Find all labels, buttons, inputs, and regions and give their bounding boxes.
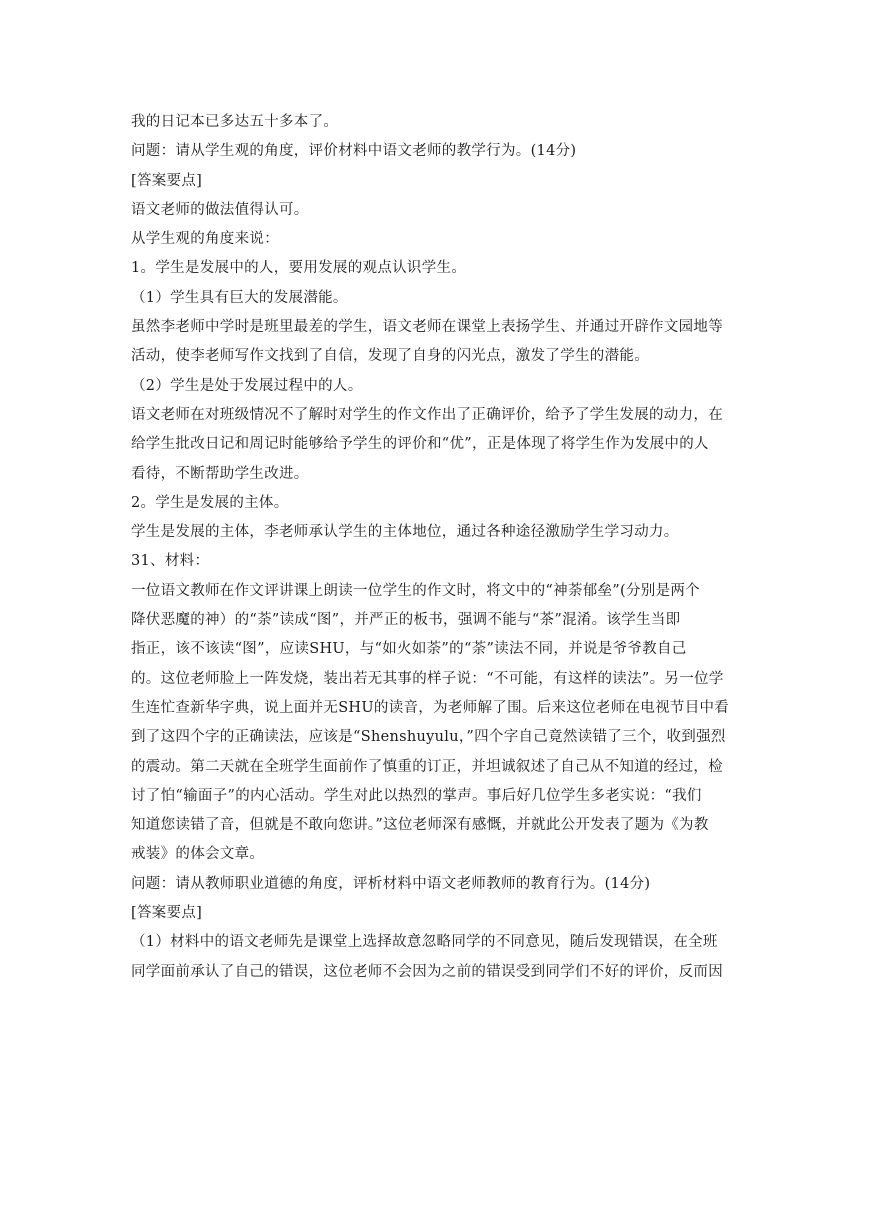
- text-line: 2。学生是发展的主体。: [131, 494, 289, 511]
- document-page: [131, 108, 739, 987]
- text-line: 我的日记本已多达五十多本了。: [131, 114, 339, 130]
- text-line: 戒装》的体会文章。: [131, 846, 265, 863]
- text-line: 问题：请从教师职业道德的角度，评析材料中语文老师教师的教育行为。(14分): [131, 875, 651, 892]
- text-line: 学生是发展的主体，李老师承认学生的主体地位，通过各种途径激励学生学习动力。: [131, 524, 679, 541]
- text-line: （1）材料中的语文老师先是课堂上选择故意忽略同学的不同意见，随后发现错误，在全班: [131, 934, 718, 951]
- text-line: 讨了怕“输面子”的内心活动。学生对此以热烈的掌声。事后好几位学生多老实说：“我们: [131, 787, 702, 804]
- text-line: 降伏恶魔的神）的“荼”读成“图”，并严正的板书，强调不能与“茶”混淆。该学生当即: [131, 612, 681, 629]
- text-line: 同学面前承认了自己的错误，这位老师不会因为之前的错误受到同学们不好的评价，反而因: [131, 963, 723, 980]
- text-line: 生连忙查新华字典，说上面并无SHU的读音，为老师解了围。后来这位老师在电视节目中看: [131, 699, 730, 716]
- text-line: 1。学生是发展中的人，要用发展的观点认识学生。: [131, 260, 467, 277]
- text-line: 的震动。第二天就在全班学生面前作了慎重的订正，并坦诚叙述了自己从不知道的经过，检: [131, 758, 723, 775]
- text-line: 31、材料：: [131, 553, 210, 570]
- text-line: 给学生批改日记和周记时能够给予学生的评价和“优”，正是体现了将学生作为发展中的人: [131, 436, 709, 453]
- text-line: 看待，不断帮助学生改进。: [131, 465, 309, 482]
- text-line: 语文老师的做法值得认可。: [131, 201, 309, 218]
- text-line: （2）学生是处于发展过程中的人。: [131, 377, 363, 394]
- text-line: 虽然李老师中学时是班里最差的学生，语文老师在课堂上表扬学生、并通过开辟作文园地等: [131, 319, 723, 336]
- text-line: 知道您读错了音，但就是不敢向您讲。”这位老师深有感慨，并就此公开发表了题为《为教: [131, 817, 709, 834]
- text-line: 一位语文教师在作文评讲课上朗读一位学生的作文时，将文中的“神荼郁垒”(分别是两个: [131, 582, 700, 599]
- text-line: （1）学生具有巨大的发展潜能。: [131, 289, 348, 306]
- text-line: 语文老师在对班级情况不了解时对学生的作文作出了正确评价，给予了学生发展的动力，在: [131, 406, 723, 423]
- text-line: 的。这位老师脸上一阵发烧，装出若无其事的样子说：“不可能，有这样的读法”。另一位学: [131, 670, 724, 687]
- text-line: 到了这四个字的正确读法，应该是“Shenshuyulu，”四个字自己竟然读错了三个，收到强烈: [131, 729, 726, 746]
- text-line: 从学生观的角度来说：: [131, 231, 279, 248]
- text-line: [答案要点]: [131, 905, 203, 922]
- text-line: [答案要点]: [131, 172, 203, 189]
- text-line: 问题：请从学生观的角度，评价材料中语文老师的教学行为。(14分): [131, 143, 577, 160]
- text-line: 活动，使李老师写作文找到了自信，发现了自身的闪光点，激发了学生的潜能。: [131, 348, 649, 365]
- text-line: 指正，该不该读“图”，应读SHU，与“如火如荼”的“荼”读法不同，并说是爷爷教自己: [131, 641, 687, 658]
